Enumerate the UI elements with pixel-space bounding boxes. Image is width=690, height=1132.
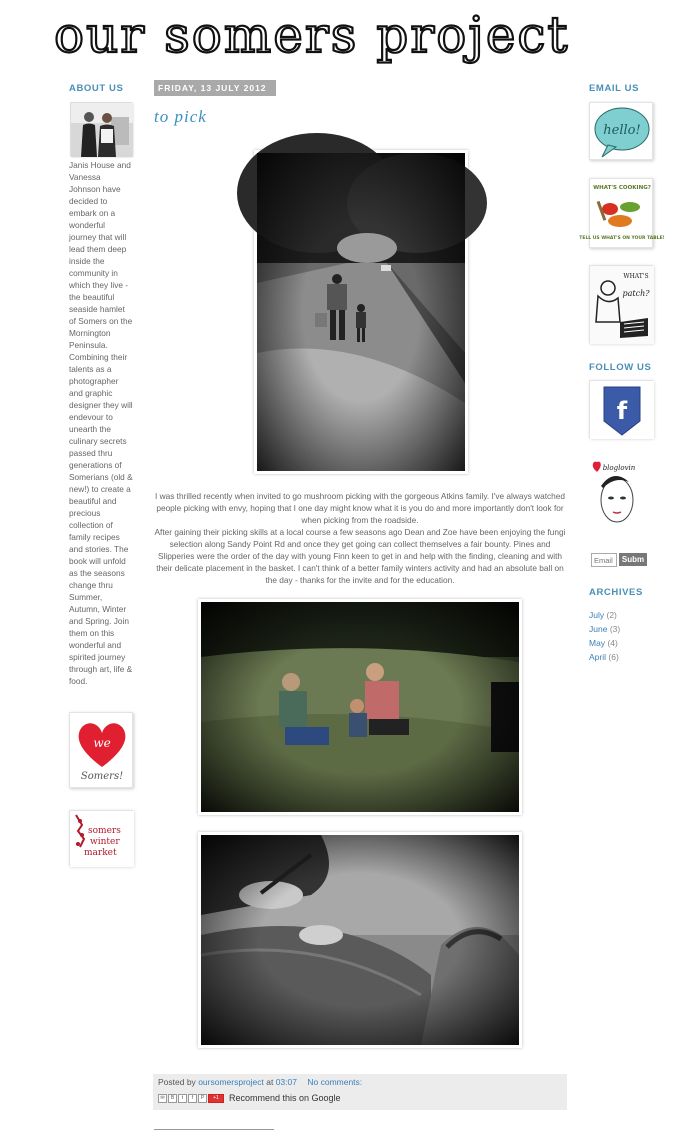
post-time-link[interactable]: 03:07 xyxy=(275,1077,297,1087)
patch-text-1: WHAT'S xyxy=(623,273,649,280)
about-text: Janis House and Vanessa Johnson have decided to embark on a wonderful journey that will lead them deep inside the community in which they live - the beautiful seaside hamlet of Somers on the Mornington Peninsula. Combining their talents as a photographer and graphic designer they will endevour to unearth the culinary secrets passed thru generations of Somerians (old & new!) to create a beautiful and precious collection of family recipes and stories. The book will unfold as the seasons change thru Summer, Autumn, Winter and Spring. Join them on this wonderful and spirited journey through art, life & food. xyxy=(69,160,133,686)
archive-link-june[interactable]: June xyxy=(589,624,608,634)
post-title[interactable]: to pick xyxy=(154,107,207,126)
email-share-icon[interactable]: ✉ xyxy=(158,1094,167,1103)
about-heading: ABOUT US xyxy=(69,83,124,94)
archive-item xyxy=(589,636,620,650)
hello-text: hello! xyxy=(603,123,641,138)
author-link[interactable]: oursomersproject xyxy=(198,1077,264,1087)
email-subscribe-row xyxy=(591,553,647,567)
post-image-hands[interactable] xyxy=(198,832,522,1048)
archives-heading: ARCHIVES xyxy=(589,587,643,598)
follow-heading: FOLLOW US xyxy=(589,362,652,373)
about-photo xyxy=(70,102,132,156)
market-line-2: winter xyxy=(90,837,120,847)
blog-title-logo xyxy=(50,0,660,66)
posted-by-label: Posted by xyxy=(158,1077,196,1087)
post-byline xyxy=(158,1077,562,1087)
market-line-3: market xyxy=(84,848,117,858)
blog-share-icon[interactable]: B xyxy=(168,1094,177,1103)
comments-link[interactable]: No comments: xyxy=(307,1077,363,1087)
pinterest-share-icon[interactable]: P xyxy=(198,1094,207,1103)
bloglovin-badge[interactable] xyxy=(589,456,641,534)
archive-link-april[interactable]: April xyxy=(589,652,607,662)
post-divider xyxy=(154,1129,274,1130)
archive-item xyxy=(589,608,620,622)
heart-badge-we: we xyxy=(93,736,111,750)
email-subscribe-input[interactable] xyxy=(591,553,617,567)
archive-count: (3) xyxy=(609,624,621,634)
email-submit-button[interactable]: Subm xyxy=(619,553,647,566)
archive-item xyxy=(589,650,620,664)
post-body xyxy=(154,490,566,586)
blog-title: our somers project xyxy=(54,6,570,64)
market-line-1: somers xyxy=(88,826,121,836)
archive-count: (6) xyxy=(608,652,619,662)
cooking-line-1: WHAT'S COOKING? xyxy=(593,185,651,191)
archive-count: (2) xyxy=(606,610,617,620)
post-paragraph-1: I was thrilled recently when invited to go mushroom picking with the gorgeous Atkins family. I've always watched people picking with envy, hoping that I one day might know what it is you do and more importantly don't look for when picking from the roadside. xyxy=(154,491,565,525)
facebook-icon xyxy=(590,381,654,439)
facebook-follow-badge[interactable] xyxy=(589,380,653,438)
somers-winter-market-badge[interactable] xyxy=(69,810,133,866)
facebook-share-icon[interactable]: f xyxy=(188,1094,197,1103)
archive-count: (4) xyxy=(607,638,618,648)
whats-cooking-badge[interactable] xyxy=(579,178,665,248)
archive-link-may[interactable]: May xyxy=(589,638,606,648)
at-label: at xyxy=(266,1077,274,1087)
bloglovin-text: bloglovin xyxy=(602,464,636,472)
share-row xyxy=(158,1093,562,1103)
svg-text:f: f xyxy=(616,397,628,425)
email-heading: EMAIL US xyxy=(589,83,640,94)
post-footer xyxy=(153,1074,567,1110)
cooking-line-2: TELL US WHAT'S ON YOUR TABLE! xyxy=(579,236,665,241)
post-date: FRIDAY, 13 JULY 2012 xyxy=(154,80,276,96)
patch-text-2: patch? xyxy=(622,289,650,298)
hello-email-badge[interactable] xyxy=(589,102,653,160)
whats-in-your-patch-badge[interactable] xyxy=(589,265,653,343)
archive-item xyxy=(589,622,620,636)
post-image-family[interactable] xyxy=(198,599,522,815)
archive-link-july[interactable]: July xyxy=(589,610,605,620)
google-plus-one-button[interactable]: +1 xyxy=(208,1094,224,1103)
archives-list xyxy=(589,608,620,664)
recommend-google-label: Recommend this on Google xyxy=(229,1093,341,1103)
heart-badge-somers: Somers! xyxy=(80,771,124,782)
post-image-road[interactable] xyxy=(254,150,468,474)
twitter-share-icon[interactable]: t xyxy=(178,1094,187,1103)
we-love-somers-badge[interactable] xyxy=(69,712,133,788)
blog-header[interactable] xyxy=(50,0,660,66)
post-paragraph-2: After gaining their picking skills at a local course a few seasons ago Dean and Zoe have been enjoying the fungi selection along Sandy Point Rd and once they get going can collect themselves a fair bounty. Pines and Slipperies were the order of the day with young Finn keen to get in and help with the finding, cleaning and with their delicate placement in the basket. I can't think of a better family winters activity and had an absolute ball on the day - thanks for the invite and for the education. xyxy=(154,527,566,585)
